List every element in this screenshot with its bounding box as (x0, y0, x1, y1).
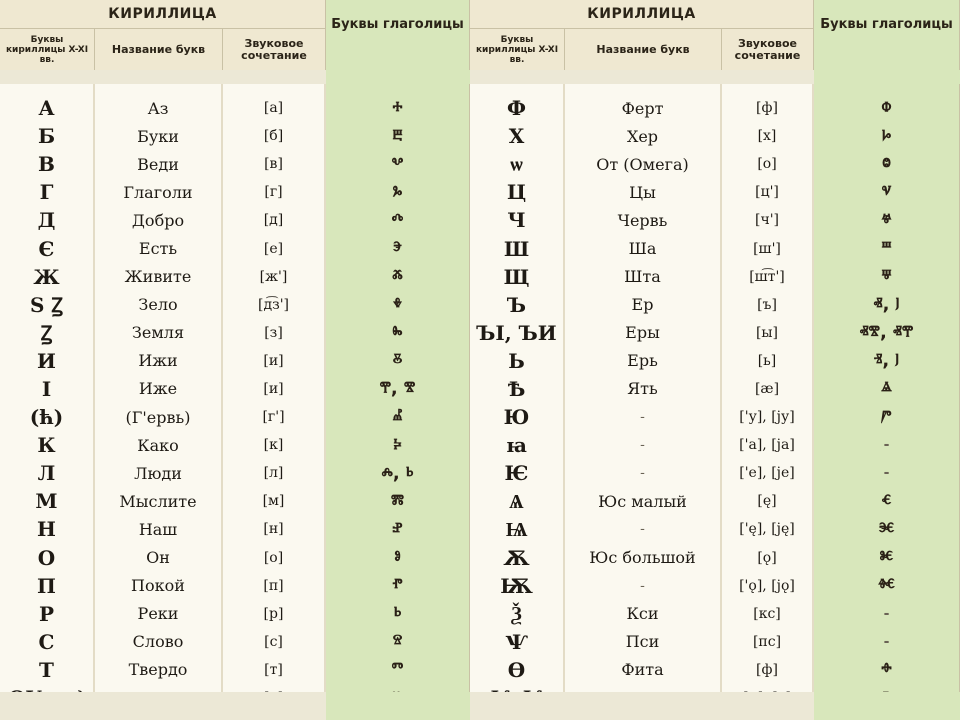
letter-name: Земля (131, 323, 185, 343)
sound-value: [г'] (262, 409, 285, 426)
glagolitic-letter: ⱚ (881, 659, 892, 681)
letter-name: Реки (137, 604, 179, 624)
left-names-header: Название букв (95, 28, 223, 70)
glagolitic-letter: ⱑ (881, 378, 892, 400)
glagolitic-letter: ⱂ (392, 575, 403, 597)
cyrillic-letter: Ѣ (507, 376, 526, 401)
sound-value: [ш'] (753, 240, 781, 257)
glagolitic-letter: ⰱ (392, 125, 403, 147)
letter-name: Пси (625, 632, 660, 652)
letter-name: Юс малый (598, 491, 687, 511)
letter-name: Иже (138, 379, 178, 399)
glagolitic-letter: ⰵ (393, 238, 402, 260)
glagolitic-letter: ⰽ (393, 434, 402, 456)
sound-value: ['а], [jа] (739, 437, 795, 454)
cyrillic-letter: К (37, 433, 56, 458)
right-glagolitic-header: Буквы глаголицы (814, 0, 960, 70)
glagolitic-letter: ⱘ (879, 547, 894, 569)
sound-value: [с] (264, 633, 283, 650)
sound-value: ['ǫ], [jǫ] (739, 577, 795, 594)
letter-name: Червь (617, 210, 668, 230)
cyrillic-letter: Х (508, 124, 525, 149)
glagolitic-letter: ⰰ (392, 97, 403, 119)
glagolitic-letter: ⱓ (881, 406, 892, 428)
glagolitic-letter: ⱗ (878, 518, 895, 540)
cyrillic-letter: Щ (503, 264, 530, 289)
cyrillic-letter: Ч (507, 208, 526, 233)
sound-value: [к] (263, 437, 284, 454)
letter-name: Веди (137, 154, 179, 174)
sound-value: [кс] (753, 605, 781, 622)
cyrillic-letter: Ѭ (500, 573, 533, 598)
sound-value: [ш͡т'] (749, 268, 785, 285)
glagolitic-letter: ⱉ (882, 153, 891, 175)
letter-name: Наш (138, 519, 178, 539)
sound-value: [е] (263, 240, 284, 257)
right-glagolitic-column (814, 84, 960, 692)
glagolitic-letter: ⱁ (394, 547, 401, 569)
letter-name: Хер (626, 126, 659, 146)
glagolitic-letter: ⱃ (393, 603, 402, 625)
right-letters-header: Буквы кириллицы X-XI вв. (470, 28, 565, 70)
cyrillic-letter: П (37, 573, 56, 598)
cyrillic-letter: Ѩ (505, 516, 528, 541)
right-names-column (565, 84, 722, 692)
sound-value: [ь] (757, 352, 777, 369)
cyrillic-letter: І (41, 376, 52, 401)
glagolitic-letter: ⰲ (391, 153, 404, 175)
glagolitic-letter: ⰾ, ⱃ (381, 462, 414, 484)
footer-gap (0, 692, 326, 720)
cyrillic-letter: Ѱ (505, 629, 528, 654)
cyrillic-letter: Б (37, 124, 56, 149)
sound-value: [ж'] (259, 268, 288, 285)
left-sound-column (223, 84, 326, 692)
glagolitic-letter: ⱙ (878, 575, 895, 597)
letter-name: Слово (132, 632, 184, 652)
cyrillic-letter: О (37, 545, 56, 570)
cyrillic-letter: Ю (503, 405, 530, 430)
letter-name: Буки (137, 126, 179, 146)
letter-name: Ша (628, 239, 657, 259)
cyrillic-letter: В (38, 152, 55, 177)
sound-value: [о] (757, 156, 777, 173)
sound-value: [ъ] (757, 296, 777, 313)
cyrillic-letter: Р (38, 601, 55, 626)
cyrillic-letter: Ф (507, 96, 526, 121)
letter-name: Есть (138, 239, 178, 259)
cyrillic-letter: Г (39, 180, 54, 205)
cyrillic-letter: Т (39, 657, 54, 682)
sound-value: [о] (263, 549, 284, 566)
glagolitic-letter: ⱍ (881, 209, 892, 231)
left-letters-column (0, 84, 95, 692)
cyrillic-letter: ꙗ (506, 433, 527, 458)
cyrillic-letter: Д (37, 208, 56, 233)
letter-name: (Г'ервь) (125, 407, 191, 427)
left-names-column (95, 84, 223, 692)
cyrillic-letter: Ѯ (511, 601, 522, 626)
cyrillic-letter: Ж (33, 264, 60, 289)
cyrillic-letter: Ѥ (504, 461, 529, 486)
letter-name: Аз (147, 98, 169, 118)
letter-name: От (Омега) (596, 154, 689, 174)
glagolitic-letter: - (883, 437, 890, 454)
glagolitic-letter: ⰻ (392, 350, 403, 372)
sound-value: [р] (263, 605, 284, 622)
sound-value: ['у], [jу] (739, 409, 795, 426)
letter-name: Ерь (627, 351, 658, 371)
sound-value: [б] (263, 128, 284, 145)
sound-value: [æ] (754, 380, 780, 397)
right-cyrillic-title: КИРИЛЛИЦА (470, 0, 814, 28)
right-sound-header: Звуковое сочетание (722, 28, 814, 70)
sound-value: [ę] (757, 493, 777, 510)
glagolitic-letter: ⰷ (393, 294, 402, 316)
glagolitic-letter: - (883, 633, 890, 650)
glagolitic-letter: ⰹ, ⰺ (379, 378, 416, 400)
sound-value: [п] (263, 577, 284, 594)
glagolitic-letter: - (883, 605, 890, 622)
letter-name: Глаголи (123, 182, 193, 202)
cyrillic-letter: И (37, 348, 56, 373)
letter-name: - (640, 465, 645, 482)
letter-name: - (640, 577, 645, 594)
left-glagolitic-header: Буквы глаголицы (326, 0, 470, 70)
sound-value: [ф] (756, 661, 778, 678)
letter-name: Кси (626, 604, 659, 624)
left-sound-header: Звуковое сочетание (223, 28, 326, 70)
right-letters-column (470, 84, 565, 692)
glagolitic-letter: ⰿ (391, 490, 404, 512)
letter-name: Живите (124, 267, 192, 287)
letter-name: Ижи (138, 351, 178, 371)
right-names-header: Название букв (565, 28, 722, 70)
glagolitic-letter: ⰴ (391, 209, 404, 231)
letter-name: - (640, 409, 645, 426)
cyrillic-letter: ѡ (510, 151, 523, 176)
cyrillic-letter: ЪІ, ЪИ (476, 320, 557, 345)
glagolitic-letter: ⰳ (392, 181, 403, 203)
sound-value: [т] (264, 661, 283, 678)
header-gap (326, 70, 470, 84)
glagolitic-letter: ⱄ (392, 631, 403, 653)
sound-value: [м] (262, 493, 285, 510)
sound-value: ['е], [jе] (739, 465, 795, 482)
sound-value: [в] (264, 156, 283, 173)
glagolitic-letter: - (883, 465, 890, 482)
header-gap (814, 70, 960, 84)
left-letters-header: Буквы кириллицы X-XI вв. (0, 28, 95, 70)
glagolitic-letter: ⱔ (881, 490, 892, 512)
glagolitic-letter: ⱏ, ⱜ (873, 294, 900, 316)
header-gap (470, 70, 814, 84)
sound-value: [з] (264, 324, 283, 341)
sound-value: [ч'] (754, 212, 780, 229)
letter-name: Фита (621, 660, 664, 680)
letter-name: Шта (624, 267, 661, 287)
sound-value: [ǫ] (757, 549, 777, 566)
cyrillic-letter: Ц (506, 180, 527, 205)
glagolitic-letter: ⱈ (881, 125, 892, 147)
glagolitic-letter: ⱏⰺ, ⱏⰹ (859, 322, 914, 344)
letter-name: Он (146, 548, 170, 568)
letter-name: Еры (625, 323, 660, 343)
letter-name: Люди (134, 463, 182, 483)
glagolitic-letter: ⱇ (881, 97, 892, 119)
cyrillic-letter: Ѧ (509, 488, 524, 513)
letter-name: Ферт (621, 98, 664, 118)
cyrillic-letter: Є (38, 236, 55, 261)
sound-value: [х] (757, 128, 777, 145)
cyrillic-letter: Н (37, 517, 56, 542)
glagolitic-letter: ⰼ (392, 406, 403, 428)
glagolitic-letter: ⱌ (881, 181, 892, 203)
sound-value: [н] (263, 521, 284, 538)
sound-value: [и] (263, 380, 284, 397)
footer-gap (326, 692, 470, 720)
letter-name: Цы (629, 182, 656, 202)
glagolitic-letter: ⱀ (392, 518, 403, 540)
sound-value: [ц'] (755, 184, 779, 201)
footer-gap (814, 692, 960, 720)
cyrillic-letter: М (35, 489, 58, 514)
right-sound-column (722, 84, 814, 692)
letter-name: Како (137, 435, 179, 455)
cyrillic-letter: Ь (508, 348, 525, 373)
letter-name: - (640, 521, 645, 538)
cyrillic-letter: Ꙁ (40, 321, 53, 346)
sound-value: [а] (263, 100, 284, 117)
sound-value: [д] (263, 212, 284, 229)
glagolitic-letter: ⱅ (391, 659, 404, 681)
glagolitic-letter: ⱋ (881, 266, 892, 288)
sound-value: [ы] (755, 324, 779, 341)
letter-name: - (640, 437, 645, 454)
letter-name: Юс большой (589, 548, 696, 568)
cyrillic-letter: А (38, 96, 55, 121)
cyrillic-letter: Л (37, 461, 56, 486)
letter-name: Твердо (128, 660, 188, 680)
cyrillic-letter: Ъ (506, 292, 527, 317)
letter-name: Мыслите (119, 491, 197, 511)
letter-name: Ять (627, 379, 658, 399)
sound-value: [ф] (756, 100, 778, 117)
header-gap (0, 70, 326, 84)
sound-value: [пс] (752, 633, 782, 650)
glagolitic-letter: ⱎ (881, 238, 892, 260)
sound-value: ['ę], [ję] (739, 521, 795, 538)
letter-name: Добро (131, 210, 185, 230)
glagolitic-letter: ⰶ (392, 266, 403, 288)
glagolitic-letter: ⱐ, ⱜ (873, 350, 900, 372)
left-cyrillic-title: КИРИЛЛИЦА (0, 0, 326, 28)
footer-gap (470, 692, 814, 720)
sound-value: [л] (263, 465, 284, 482)
glagolitic-letter: ⰸ (392, 322, 403, 344)
cyrillic-letter: Ѫ (503, 545, 530, 570)
cyrillic-letter: Ѕ Ꙁ (30, 293, 63, 318)
cyrillic-letter: Ѳ (507, 657, 526, 682)
letter-name: Покой (131, 576, 185, 596)
cyrillic-letter: Ш (503, 236, 530, 261)
sound-value: [д͡з'] (257, 296, 290, 313)
cyrillic-letter: (ћ) (29, 405, 64, 430)
letter-name: Ер (631, 295, 654, 315)
letter-name: Зело (138, 295, 178, 315)
sound-value: [и] (263, 352, 284, 369)
left-glagolitic-column (326, 84, 470, 692)
sound-value: [г] (264, 184, 283, 201)
cyrillic-letter: С (38, 629, 55, 654)
